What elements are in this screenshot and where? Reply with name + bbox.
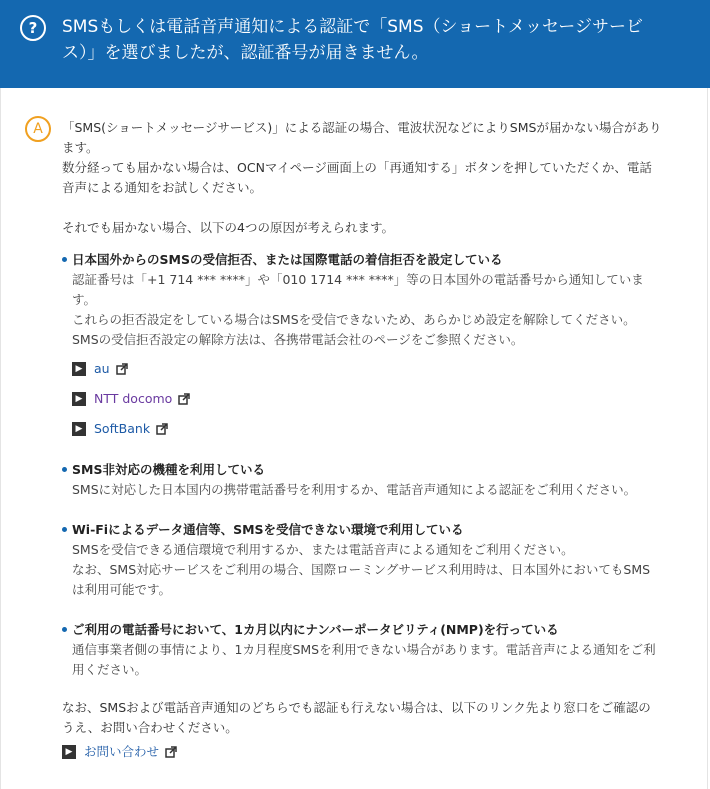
question-icon: ? [20, 15, 46, 41]
intro-text: 「SMS(ショートメッセージサービス)」による認証の場合、電波状況などによりSMSが届かない場合があります。 [62, 120, 662, 155]
cause-description: 通信事業者側の事情により、1カ月程度SMSを利用できない場合があります。電話音声による通知をご利用ください。 [72, 642, 656, 677]
external-link-icon [116, 363, 128, 375]
carrier-links [72, 354, 662, 444]
cause-item [62, 620, 662, 680]
bullet-icon [62, 527, 67, 532]
link-label[interactable]: au [94, 361, 110, 376]
cause-description: これらの拒否設定をしている場合はSMSを受信できないため、あらかじめ設定を解除してください。 [72, 312, 636, 327]
cause-description: SMSを受信できる通信環境で利用するか、または電話音声による通知をご利用ください。 [72, 542, 574, 557]
arrow-right-icon: ▶ [72, 362, 86, 376]
carrier-link-au[interactable] [72, 354, 662, 384]
cause-description: なお、SMS対応サービスをご利用の場合、国際ローミングサービス利用時は、日本国外においてもSMSは利用可能です。 [72, 562, 651, 597]
intro-text: 数分経っても届かない場合は、OCNマイページ画面上の「再通知する」ボタンを押していただくか、電話音声による通知をお試しください。 [62, 160, 652, 195]
external-link-icon [165, 746, 177, 758]
cause-item [62, 520, 662, 600]
answer-panel [0, 88, 708, 789]
arrow-right-icon: ▶ [72, 422, 86, 436]
external-link-icon [156, 423, 168, 435]
arrow-right-icon: ▶ [72, 392, 86, 406]
cause-description: 認証番号は「+1 714 *** ****」や「010 1714 *** ****」等の日本国外の電話番号から通知しています。 [72, 272, 644, 307]
bullet-icon [62, 257, 67, 262]
final-note: なお、SMSおよび電話音声通知のどちらでも認証も行えない場合は、以下のリンク先より窓口をご確認のうえ、お問い合わせください。 [62, 700, 651, 735]
carrier-link-docomo[interactable] [72, 384, 662, 414]
intro-text: それでも届かない場合、以下の4つの原因が考えられます。 [62, 220, 394, 235]
answer-icon: A [25, 116, 51, 142]
question-text: SMSもしくは電話音声通知による認証で「SMS（ショートメッセージサービス）」を選びましたが、認証番号が届きません。 [62, 17, 643, 63]
cause-item [62, 460, 662, 500]
cause-description: SMSに対応した日本国内の携帯電話番号を利用するか、電話音声通知による認証をご利用ください。 [72, 482, 637, 497]
link-label[interactable]: SoftBank [94, 421, 151, 436]
cause-title: ご利用の電話番号において、1カ月以内にナンバーポータビリティ(NMP)を行っている [72, 622, 559, 637]
cause-item [62, 250, 662, 444]
bullet-icon [62, 627, 67, 632]
contact-link[interactable] [62, 740, 662, 764]
arrow-right-icon: ▶ [62, 745, 76, 759]
question-header [0, 0, 710, 88]
link-label[interactable]: NTT docomo [94, 391, 173, 406]
cause-title: SMS非対応の機種を利用している [72, 462, 265, 477]
external-link-icon [178, 393, 190, 405]
cause-title: Wi-Fiによるデータ通信等、SMSを受信できない環境で利用している [72, 522, 464, 537]
bullet-icon [62, 467, 67, 472]
cause-title: 日本国外からのSMSの受信拒否、または国際電話の着信拒否を設定している [72, 252, 503, 267]
carrier-link-softbank[interactable] [72, 414, 662, 444]
cause-description: SMSの受信拒否設定の解除方法は、各携帯電話会社のページをご参照ください。 [72, 332, 524, 347]
answer-body [62, 118, 662, 764]
link-label[interactable]: お問い合わせ [84, 744, 160, 759]
